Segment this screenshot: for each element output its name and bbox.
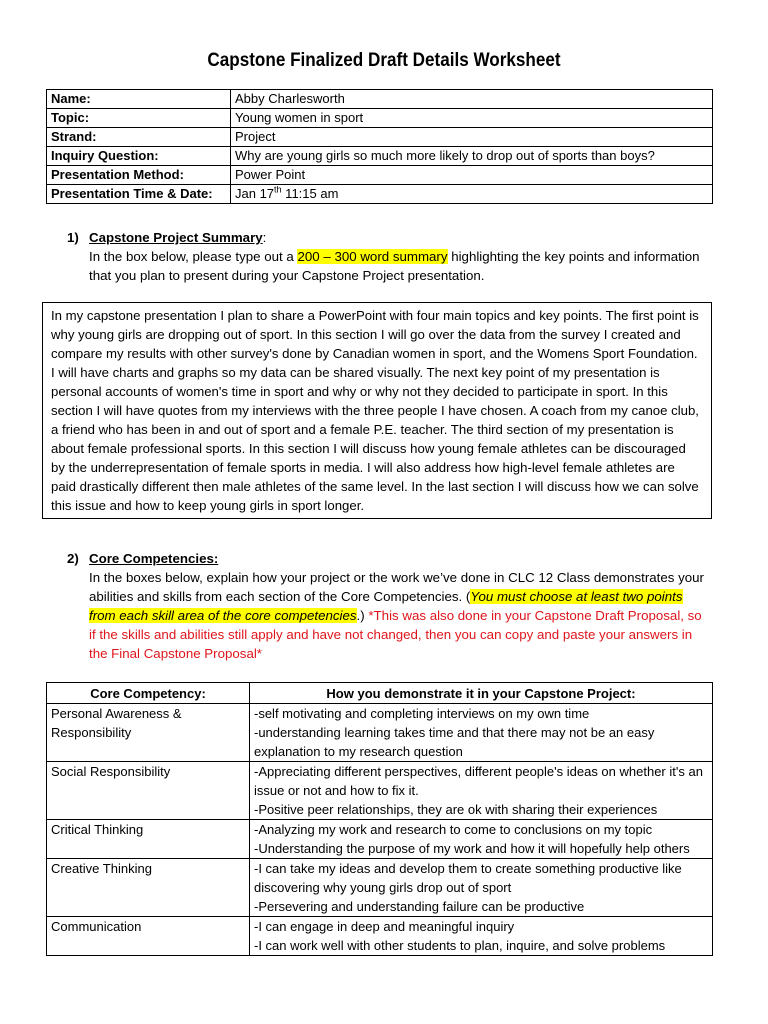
table-row bbox=[47, 762, 713, 820]
info-value bbox=[231, 185, 713, 204]
column-header: How you demonstrate it in your Capstone Project: bbox=[250, 683, 713, 704]
info-label: Inquiry Question: bbox=[47, 147, 231, 166]
competency-name: Social Responsibility bbox=[47, 762, 250, 820]
competency-name: Communication bbox=[47, 917, 250, 956]
heading-colon: : bbox=[262, 230, 267, 245]
section-instructions bbox=[67, 568, 712, 663]
section-instructions bbox=[67, 247, 707, 285]
section-number: 1) bbox=[67, 230, 79, 245]
point: -Analyzing my work and research to come to conclusions on my topic bbox=[254, 822, 653, 837]
instruction-text: In the boxes below, explain how your project or the work we’ve done in CLC 12 Class demonstrates your abilities and skills from each section of the Core Competencies. ( bbox=[89, 570, 704, 604]
point: -self motivating and completing interviews on my own time bbox=[254, 706, 590, 721]
competency-points bbox=[250, 704, 713, 762]
info-value: Power Point bbox=[231, 166, 713, 185]
point: -Understanding the purpose of my work and how it will hopefully help others bbox=[254, 841, 690, 856]
info-value: Project bbox=[231, 128, 713, 147]
competency-points bbox=[250, 820, 713, 859]
info-value: Abby Charlesworth bbox=[231, 90, 713, 109]
point: -Appreciating different perspectives, different people's ideas on whether it's an issue or not and how to fix it. bbox=[254, 764, 703, 798]
info-row-topic bbox=[47, 109, 713, 128]
section-heading: Capstone Project Summary bbox=[89, 230, 263, 245]
competency-points bbox=[250, 859, 713, 917]
info-label: Presentation Time & Date: bbox=[47, 185, 231, 204]
point: -understanding learning takes time and that there may not be an easy explanation to my research question bbox=[254, 725, 655, 759]
info-value: Why are young girls so much more likely to drop out of sports than boys? bbox=[231, 147, 713, 166]
summary-box: In my capstone presentation I plan to share a PowerPoint with four main topics and key points. The first point is why young girls are dropping out of sport. In this section I will go over the data from the survey I created and compare my results with other survey's done by Canadian women in sport, and the Womens Sport Foundation. I will have charts and graphs so my data can be shared visually. The next key point of my presentation is personal accounts of women's time in sport and why or why not they decided to participate in sport. In this section I will have quotes from my interviews with the three people I have chosen. A coach from my canoe club, a friend who has been in and out of sport and a female P.E. teacher. The third section of my presentation is about female professional sports. In this section I will discuss how young female athletes can be discouraged by the underrepresentation of female sports in media. I will also address how high-level female athletes are paid drastically different then male athletes of the same level. In the last section I will discuss how we can solve this issue and how to keep young girls in sport longer. bbox=[42, 302, 712, 519]
point: -Positive peer relationships, they are ok with sharing their experiences bbox=[254, 802, 658, 817]
section-core-competencies bbox=[67, 549, 712, 663]
highlighted-text: You must choose at least two points from each skill area of the core competencies bbox=[89, 589, 683, 623]
info-row-presentation-method bbox=[47, 166, 713, 185]
highlighted-text: 200 – 300 word summary bbox=[297, 249, 448, 264]
competency-points bbox=[250, 762, 713, 820]
competency-points bbox=[250, 917, 713, 956]
point: -I can engage in deep and meaningful inquiry bbox=[254, 919, 515, 934]
info-label: Strand: bbox=[47, 128, 231, 147]
table-row bbox=[47, 704, 713, 762]
student-info-table bbox=[46, 89, 713, 204]
competency-name: Personal Awareness & Responsibility bbox=[47, 704, 250, 762]
section-number: 2) bbox=[67, 551, 79, 566]
table-row bbox=[47, 820, 713, 859]
table-header bbox=[47, 683, 713, 704]
info-label: Presentation Method: bbox=[47, 166, 231, 185]
date-text: Jan 17 bbox=[235, 186, 275, 201]
page-title: Capstone Finalized Draft Details Worksheet bbox=[207, 50, 561, 71]
time-text: 11:15 am bbox=[281, 186, 339, 201]
red-note: *This was also done in your Capstone Draft Proposal, so if the skills and abilities still apply and have not changed, then you can copy and paste your answers in the Final Capstone Proposal* bbox=[89, 608, 702, 661]
point: -I can work well with other students to plan, inquire, and solve problems bbox=[254, 938, 666, 953]
instruction-text: .) bbox=[356, 608, 369, 623]
info-label: Name: bbox=[47, 90, 231, 109]
date-superscript: th bbox=[274, 184, 282, 195]
core-competencies-table bbox=[46, 682, 713, 956]
info-row-name bbox=[47, 90, 713, 109]
competency-name: Critical Thinking bbox=[47, 820, 250, 859]
info-value: Young women in sport bbox=[231, 109, 713, 128]
point: -I can take my ideas and develop them to create something productive like discovering why young girls drop out of sport bbox=[254, 861, 682, 895]
instruction-text: In the box below, please type out a bbox=[89, 249, 298, 264]
competency-name: Creative Thinking bbox=[47, 859, 250, 917]
table-row bbox=[47, 917, 713, 956]
info-label: Topic: bbox=[47, 109, 231, 128]
table-row bbox=[47, 859, 713, 917]
section-summary-instructions bbox=[67, 228, 707, 285]
point: -Persevering and understanding failure can be productive bbox=[254, 899, 585, 914]
section-heading: Core Competencies: bbox=[89, 551, 219, 566]
info-row-presentation-time bbox=[47, 185, 713, 204]
instruction-text: highlighting the key points and information that you plan to present during your Capstone Project presentation. bbox=[89, 249, 700, 283]
info-row-strand bbox=[47, 128, 713, 147]
column-header: Core Competency: bbox=[47, 683, 250, 704]
info-row-inquiry-question bbox=[47, 147, 713, 166]
